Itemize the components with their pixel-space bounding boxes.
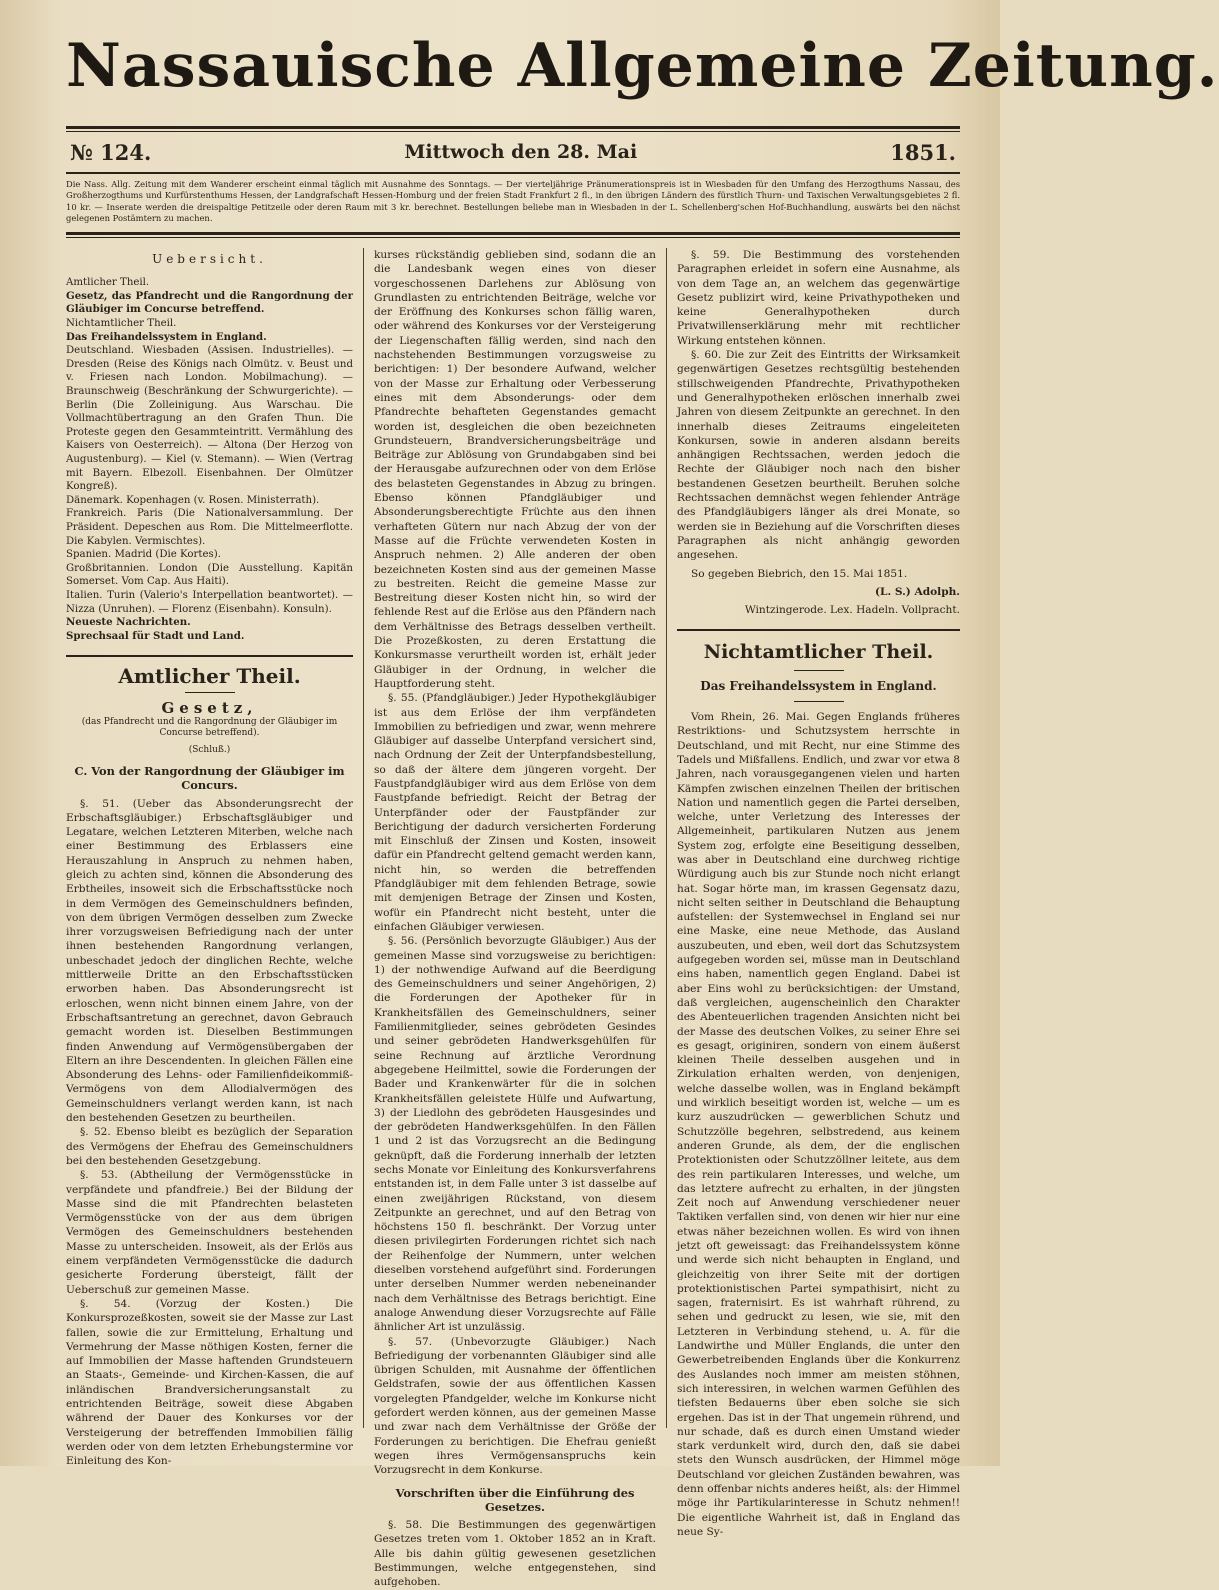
law-signature: (L. S.) Adolph. [874,585,960,598]
law-paragraph: §. 55. (Pfandgläubiger.) Jeder Hypothekgläubiger ist aus dem Erlöse der ihm verpfändeten Immobilien zu befriedigen und zwar, wenn mehrere Gläubiger auf dasselbe Unterpfand versichert sind, nach Ordnung der Zeit der Unterpfandsbestellung, so daß der ältere dem jüngeren vorgeht. Der Faustpfandgläubiger wird aus dem Erlöse von dem Faustpfande befriedigt. Reicht der Betrag der Unterpfänder oder der Faustpfänder zur Berichtigung der dadurch versicherten Forderung mit Einschluß der Zinsen und Kosten, insoweit dafür ein Pfandrecht geltend gemacht werden kann, nicht hin, so werden die betreffenden Pfandgläubiger mit dem fehlenden Betrage, sowie mit demjenigen Betrage der Zinsen und Kosten, wofür ein Pfandrecht nicht besteht, unter die einfachen Gläubiger verwiesen. [374,692,656,933]
column-1 [66,248,363,1468]
header-bottom-rule [66,232,960,238]
law-paragraph: §. 57. (Unbevorzugte Gläubiger.) Nach Befriedigung der vorbenannten Gläubiger sind alle übrigen Schulden, mit Ausnahme der öffentlichen Geldstrafen, sowie der aus öffentlichen Kassen vorgelegten Pfandgelder, welche im Konkurse nicht gefordert werden können, aus der gemeinen Masse und zwar nach dem Verhältnisse der Größe der Forderungen zu berichtigen. Die Ehefrau genießt wegen ihres Vermögensanspruchs kein Vorzugsrecht in dem Konkurse. [374,1335,656,1477]
toc-item: Deutschland. Wiesbaden (Assisen. Industrielles). — Dresden (Reise des Königs nach Olmütz. v. Beust und v. Friesen nach London. Mobilmachung). — Braunschweig (Beschränkung der Schwurgerichte). — Berlin (Die Zolleinigung. Aus Warschau. Die Vollmachtübertragung an den Grafen Thun. Die Proteste gegen den Gesammteintritt. Vermählung des Kaisers von Oesterreich). — Altona (Der Herzog von Augustenburg). — Kiel (v. Stemann). — Wien (Vertrag mit Bayern. Elbezoll. Eisenbahnen. Der Olmützer Kongreß). [66,345,353,493]
toc-list [66,276,353,643]
law-title: Gesetz, [161,698,258,717]
short-divider [794,701,844,702]
issue-date: Mittwoch den 28. Mai [404,141,638,163]
toc-item: Nichtamtlicher Theil. [66,318,177,330]
toc-item: Neueste Nachrichten. [66,616,191,629]
subscription-notice: Die Nass. Allg. Zeitung mit dem Wanderer erscheint einmal täglich mit Ausnahme des Sonntags. — Der vierteljährige Pränumerationspreis ist in Wiesbaden für den Umfang des Herzogthums Nassau, des Großherzogthums und Kurfürstenthums Hessen, der Landgrafschaft Hessen-Homburg und der freien Stadt Frankfurt 2 fl., in den übrigen Ländern des fürstlich Thurn- und Taxischen Verwaltungsgebietes 2 fl. 10 kr. — Inserate werden die dreispaltige Petitzeile oder deren Raum mit 3 kr. berechnet. Bestellungen beliebe man in Wiesbaden in der L. Schellenberg'schen Hof-Buchhandlung, auswärts bei den nächst gelegenen Postämtern zu machen. [66,179,960,224]
law-paragraph: §. 58. Die Bestimmungen des gegenwärtigen Gesetzes treten vom 1. Oktober 1852 an in Kraft. Alle bis dahin gültig gewesenen gesetzlichen Bestimmungen, welche entgegenstehen, sind aufgehoben. [374,1519,656,1589]
dateline [66,132,960,172]
column-3 [666,248,960,1538]
law-paragraph: kurses rückständig geblieben sind, sodann die an die Landesbank wegen eines von dieser vorgeschossenen Darlehens zur Ablösung von Grundlasten zu entrichtenden Beiträge, welche vor der Eröffnung des Konkurses schon fällig waren, oder während des Konkurses vor der Versteigerung der Liegenschaften fällig werden, sind nach den nachstehenden Bestimmungen vorzugsweise zu berichtigen: 1) Der besondere Aufwand, welcher von der Masse zur Erhaltung oder Verbesserung eines mit dem Absonderungs- oder dem Pfandrechte behafteten Gegenstandes gemacht worden ist, desgleichen die oben bezeichneten Grundsteuern, Brandversicherungsbeiträge und Beiträge zur Ablösung von Grundabgaben sind bei der Herausgabe aufzurechnen oder von dem Erlöse des belasteten Gegenstandes in Abzug zu bringen. Ebenso können Pfandgläubiger und Absonderungsberechtigte Früchte aus den ihnen verhafteten Gütern nur nach Abzug der von der Masse auf die Früchte verwendeten Kosten in Anspruch nehmen. 2) Alle anderen der oben bezeichneten Kosten sind aus der gemeinen Masse zu bestreiten. Reicht die gemeine Masse zur Bestreitung dieser Kosten nicht hin, so wird der fehlende Rest auf die Erlöse aus den Pfändern nach dem Verhältnisse des Betrags desselben vertheilt. Die Prozeßkosten, zu deren Erstattung die Konkursmasse verurtheilt worden ist, erhält jeder Gläubiger in der Ordnung, in welcher die Hauptforderung steht. [374,249,656,690]
article-columns [66,248,960,1589]
toc-item: Frankreich. Paris (Die Nationalversammlung. Der Präsident. Depeschen aus Rom. Die Mittelmeerflotte. Die Kabylen. Vermischtes). [66,508,353,547]
unofficial-section-title: Nichtamtlicher Theil. [703,641,934,664]
short-divider [794,670,844,671]
toc-item: Spanien. Madrid (Die Kortes). [66,549,221,561]
article-title: Das Freihandelssystem in England. [700,678,937,693]
law-paragraph: §. 53. (Abtheilung der Vermögensstücke in verpfändete und pfandfreie.) Bei der Bildung der Masse sind die mit Pfandrechten belasteten Vermögensstücke von der aus dem übrigen Vermögen des Gemeinschuldners bestehenden Masse zu unterscheiden. Insoweit, als der Erlös aus einem verpfändeten Vermögensstücke die dadurch gesicherte Forderung übersteigt, fällt der Ueberschuß zur gemeinen Masse. [66,1169,353,1296]
law-conclusion-note: (Schluß.) [188,744,231,755]
law-paragraph: §. 60. Die zur Zeit des Eintritts der Wirksamkeit gegenwärtigen Gesetzes rechtsgültig bestehenden stillschweigenden Pfandrechte, Privathypotheken und Generalhypotheken erlöschen innerhalb zwei Jahren von diesem Zeitpunkte an gerechnet. In den innerhalb dieses Zeitraums eingeleiteten Konkursen, sowie in anderen alsdann bereits anhängigen Rechtssachen, werden jedoch die Rechte der Gläubiger noch nach den bisher bestandenen Gesetzen beurtheilt. Beruhen solche Rechtssachen demnächst wegen fehlender Anträge des Pfandgläubigers länger als drei Monate, so werden sie in Beziehung auf die Vorschriften dieses Paragraphen als nicht anhängig geworden angesehen. [677,349,960,562]
toc-item: Italien. Turin (Valerio's Interpellation beantwortet). — Nizza (Unruhen). — Florenz (Eisenbahn). Konsuln). [66,589,353,615]
law-paragraph: §. 56. (Persönlich bevorzugte Gläubiger.) Aus der gemeinen Masse sind vorzugsweise zu berichtigen: 1) der nothwendige Aufwand auf die Beerdigung des Gemeinschuldners und seiner Angehörigen, 2) die Forderungen der Apotheker für in Krankheitsfällen des Gemeinschuldners, seiner Familienmitglieder, seines gebrödeten Gesindes und seiner gebrödeten Handwerksgehülfen für seine Rechnung auf ärztliche Verordnung abgegebene Heilmittel, sowie die Forderungen der Bader und Krankenwärter für die in solchen Krankheitsfällen geleistete Hülfe und Aufwartung, 3) der Liedlohn des gebrödeten Hausgesindes und der gebrödeten Handwerksgehülfen. In den Fällen 1 und 2 ist das Vorzugsrecht an die Bedingung geknüpft, daß die Forderung innerhalb der letzten sechs Monate vor Einleitung des Konkursverfahrens entstanden ist, in dem Falle unter 3 ist dasselbe auf einen zweijährigen Rückstand, von diesem Zeitpunkte an gerechnet, und auf den Betrag von höchstens 150 fl. beschränkt. Der Vorzug unter diesen privilegirten Forderungen richtet sich nach der Reihenfolge der Nummern, unter welchen dieselben vorstehend aufgeführt sind. Forderungen unter derselben Nummer werden nebeneinander nach dem Verhältnisse des Betrags berichtigt. Eine analoge Anwendung dieser Vorzugsrechte auf Fälle ähnlicher Art ist unzulässig. [374,935,656,1334]
section-c-heading: C. Von der Rangordnung der Gläubiger im Concurs. [74,763,345,793]
section-divider [66,655,353,657]
toc-item: Amtlicher Theil. [66,277,150,289]
law-paragraph: §. 54. (Vorzug der Kosten.) Die Konkursprozeßkosten, soweit sie der Masse zur Last fallen, sowie die zur Ermittelung, Erhaltung und Vermehrung der Masse nöthigen Kosten, ferner die auf Immobilien der Masse haftenden Grundsteuern an Staats-, Gemeinde- und Kirchen-Kassen, die auf inländischen Brandversicherungsanstalt zu entrichtenden Beiträge, soweit diese Abgaben während der Dauer des Konkurses vor der Versteigerung der betreffenden Immobilien fällig werden oder von dem letzten Erhebungstermine vor Einleitung des Kon- [66,1297,353,1468]
introduction-heading: Vorschriften über die Einführung des Gesetzes. [395,1485,635,1514]
law-paragraph: §. 51. (Ueber das Absonderungsrecht der Erbschaftsgläubiger.) Erbschaftsgläubiger und Legatare, welchen Letzteren Miterben, welche nach einer Bestimmung des Erblassers eine Herauszahlung in Anspruch zu nehmen haben, gleich zu achten sind, können die Absonderung des Erbtheiles, insoweit sich die Erbschaftsstücke noch in dem Vermögen des Gemeinschuldners befinden, von dem übrigen Vermögen desselben zum Zwecke ihrer vorzugsweisen Befriedigung nach der unter ihnen bestehenden Rangordnung verlangen, unbeschadet jedoch der dinglichen Rechte, welche mittlerweile Dritte an den Erbschaftsstücken erworben haben. Das Absonderungsrecht ist erloschen, wenn nicht binnen einem Jahre, von der Erbschaftsantretung an gerechnet, davon Gebrauch gemacht worden ist. Dieselben Bestimmungen finden Anwendung auf Vermögensübergaben der Eltern an ihre Descendenten. In gleichen Fällen eine Absonderung des Lehns- oder Familienfideikommiß-Vermögens von dem Allodialvermögen des Gemeinschuldners verlangt werden kann, ist nach den bestehenden Gesetzen zu beurtheilen. [66,797,353,1125]
toc-item: Großbritannien. London (Die Ausstellung. Kapitän Somerset. Vom Cap. Aus Haiti). [66,562,353,588]
law-paragraph: §. 59. Die Bestimmung des vorstehenden Paragraphen erleidet in sofern eine Ausnahme, als von dem Tage an, an welchem das gegenwärtige Gesetz publizirt wird, keine Privathypotheken und keine Generalhypotheken durch Privatwillenserklärung mehr mit rechtlicher Wirkung entstehen können. [677,249,960,347]
official-section-title: Amtlicher Theil. [118,664,301,689]
toc-item: Gesetz, das Pfandrecht und die Rangordnung der Gläubiger im Concurse betreffend. [66,289,353,316]
law-cosignatories: Wintzingerode. Lex. Hadeln. Vollpracht. [744,604,960,617]
issue-year: 1851. [890,139,956,165]
short-divider [185,692,235,693]
toc-item: Dänemark. Kopenhagen (v. Rosen. Ministerrath). [66,494,320,506]
law-given-line: So gegeben Biebrich, den 15. Mai 1851. [691,567,908,580]
article-body: Vom Rhein, 26. Mai. Gegen Englands früheres Restriktions- und Schutzsystem herrschte in Deutschland, und mit Recht, nur eine Stimme des Tadels und Mißfallens. Endlich, und zwar vor etwa 8 Jahren, nach vorausgegangenen vielen und harten Kämpfen zwischen einzelnen Theilen der britischen Nation und namentlich gegen die Partei derselben, welche, unter Verletzung des Interesses der Allgemeinheit, partikularen Nutzen aus jenem System zog, erfolgte eine Beseitigung desselben, was aber in Deutschland eine durchweg richtige Würdigung auch bis zur Stunde noch nicht erlangt hat. Sogar hörte man, im krassen Gegensatz dazu, nicht selten seither in Deutschland die Behauptung aufstellen: der Systemwechsel in England sei nur eine Maske, eine neue Methode, das Ausland auszubeuten, und eben, weil dort das Schutzsystem aufgegeben worden sei, müsse man in Deutschland eins haben, namentlich gegen England. Dabei ist aber Eins wohl zu berücksichtigen: der Umstand, daß vergleichen, augenscheinlich den Charakter des Abenteuerlichen tragenden Ansichten nicht bei der Masse des deutschen Volkes, zu seiner Ehre sei es gesagt, originiren, sondern von einem äußerst kleinen Theile desselben ausgehen und in Zirkulation erhalten werden, von denjenigen, welche dasselbe wollen, was in England bekämpft und wirklich beseitigt worden ist, welche — um es kurz auszudrücken — gewerblichen Schutz und Schutzzölle begehren, selbstredend, aus keinem anderen Grunde, als dem, der die englischen Protektionisten oder Schutzzöllner leitete, aus dem des rein partikularen Interesses, und welche, um das letztere aufrecht zu erhalten, in der jüngsten Zeit noch auf Anwendung verschiedener neuer Taktiken verfallen sind, von denen wir hier nur eine etwas näher bezeichnen wollen. Es wird von ihnen jetzt oft geweissagt: das Freihandelssystem könne und werde sich nicht behaupten in England, und gleichzeitig von ihrer Seite mit der dortigen protektionistischen Partei sympathisirt, nicht zu sagen, fraternisirt. Es ist wahrhaft rührend, zu sehen und gedruckt zu lesen, wie sie, mit den Letzteren in Verbindung stehend, u. A. für die Landwirthe und Müller Englands, die unter den Gewerbetreibenden Englands über die Konkurrenz des Auslandes noch immer am meisten stöhnen, sich interessiren, in welchen warmen Gefühlen des tiefsten Bedauerns über eben solche sie sich ergehen. Das ist in der That ungemein rührend, und nur schade, daß es durch einen Umstand wieder stark verdunkelt wird, durch den, daß sie dabei stets den Wunsch ausdrücken, der Himmel möge Deutschland vor gleichen Zuständen bewahren, was denn offenbar nichts anderes heißt, als: der Himmel möge ihr Partikularinteresse in Schutz nehmen!! Die eigentliche Wahrheit ist, daß in England das neue Sy- [677,711,960,1538]
column-2 [363,248,666,1589]
law-paragraph: §. 52. Ebenso bleibt es bezüglich der Separation des Vermögens der Ehefrau des Gemeinschuldners bei den bestehenden Gesetzgebung. [66,1126,353,1167]
toc-item: Das Freihandelssystem in England. [66,330,267,343]
toc-item: Sprechsaal für Stadt und Land. [66,629,245,642]
issue-number: № 124. [70,139,152,165]
toc-title: Uebersicht. [152,252,267,266]
law-subtitle: (das Pfandrecht und die Rangordnung der Gläubiger im Concurse betreffend). [81,716,338,738]
masthead-title: Nassauische Allgemeine Zeitung. [66,31,1219,101]
section-divider [677,629,960,631]
